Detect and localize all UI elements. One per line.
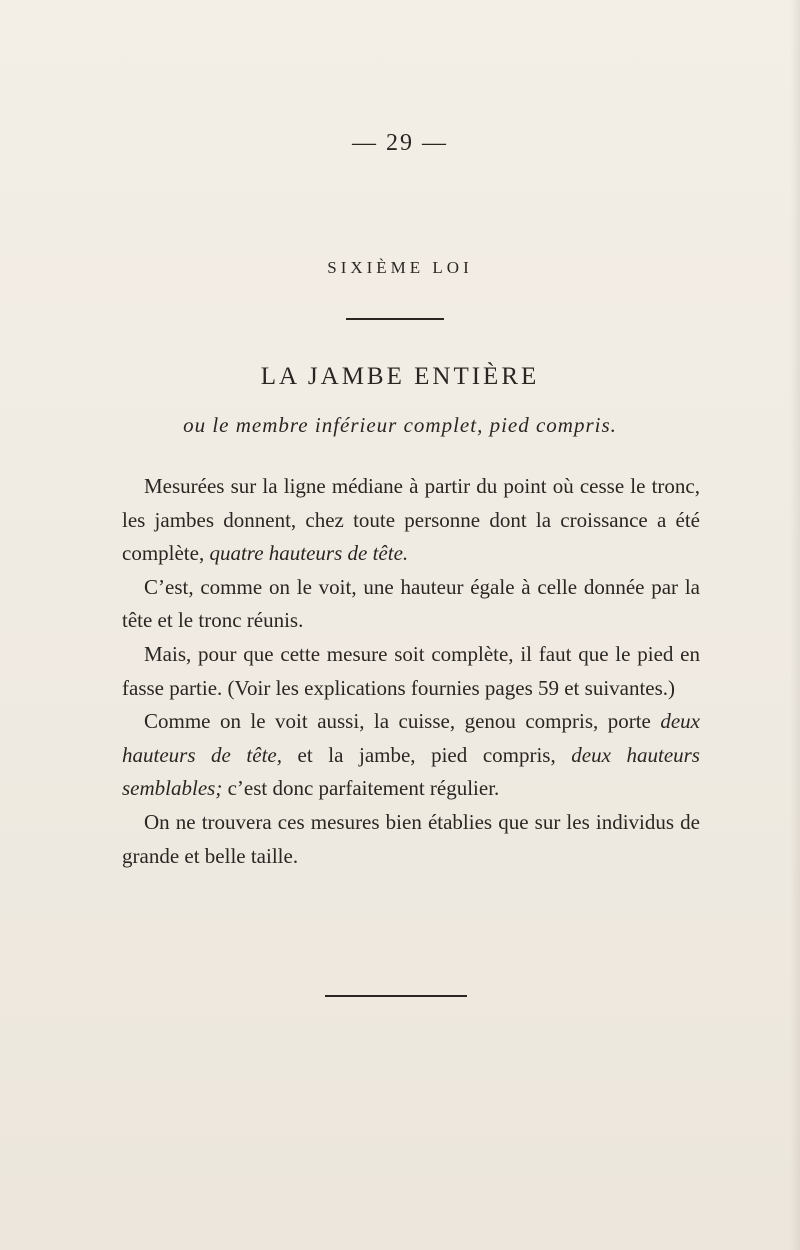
page-edge-shadow — [790, 0, 800, 1250]
paragraph-4-text-c: c’est donc parfaitement régulier. — [222, 776, 500, 801]
paragraph-5: On ne trouvera ces mesures bien établies que sur les individus de grande et belle taille. — [122, 809, 700, 868]
paragraph-1 — [122, 470, 700, 571]
paragraph-4-text-a: Comme on le voit aussi, la cuisse, genou compris, porte — [144, 709, 661, 734]
chapter-subtitle: ou le membre inférieur complet, pied compris. — [183, 413, 617, 437]
end-divider — [325, 995, 467, 997]
paragraph-1-emphasis: quatre hauteurs de tête. — [209, 541, 409, 566]
paragraph-4-emphasis-1: deux hauteurs de tête, — [122, 709, 700, 767]
paragraph-4-emphasis-2: deux hauteurs semblables; — [122, 742, 700, 801]
paragraph-4 — [122, 705, 700, 806]
chapter-title: LA JAMBE ENTIÈRE — [260, 363, 540, 390]
paragraph-1-text: Mesurées sur la ligne médiane à partir du point où cesse le tronc, les jambes donnent, chez toute personne dont la croissance a été complète, — [122, 474, 700, 566]
title-divider — [346, 318, 444, 320]
page-number: — 29 — — [352, 130, 448, 156]
chapter-label: SIXIÈME LOI — [327, 258, 473, 277]
body-text — [122, 470, 700, 873]
paragraph-2: C’est, comme on le voit, une hauteur égale à celle donnée par la tête et le tronc réunis. — [122, 574, 700, 633]
paragraph-3: Mais, pour que cette mesure soit complète, il faut que le pied en fasse partie. (Voir les explications fournies pages 59 et suivantes.) — [122, 641, 700, 700]
paragraph-4-text-b: et la jambe, pied compris, — [282, 742, 572, 767]
